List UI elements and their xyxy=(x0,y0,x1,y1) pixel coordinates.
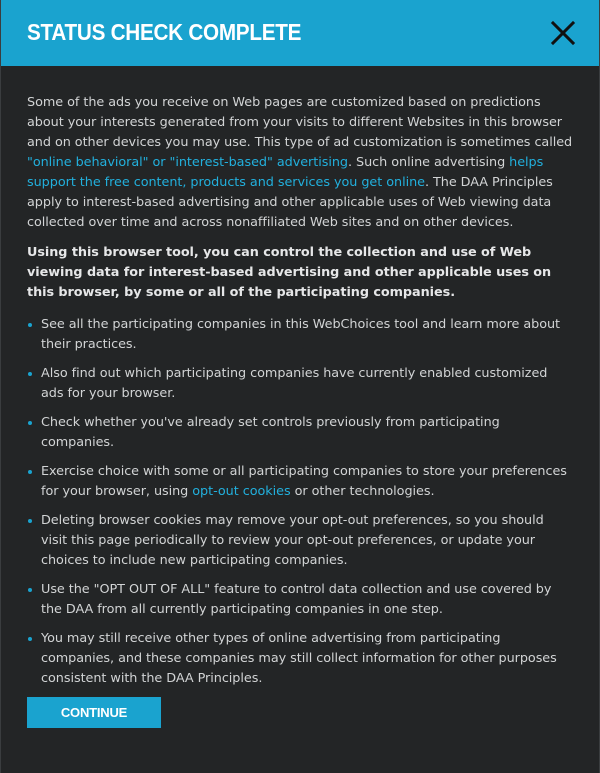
continue-button[interactable]: CONTINUE xyxy=(27,697,161,728)
bullet-dot-icon xyxy=(28,372,32,376)
bullet-dot-icon xyxy=(28,470,32,474)
list-item-text: See all the participating companies in this WebChoices tool and learn more about their practices. xyxy=(41,317,561,352)
dialog-body xyxy=(1,66,599,689)
online-behavioral-advertising-link[interactable]: "online behavioral" or "interest-based" advertising xyxy=(27,155,348,170)
opt-out-cookies-link[interactable]: opt-out cookies xyxy=(192,484,291,499)
list-item xyxy=(27,462,573,502)
bullet-dot-icon xyxy=(28,323,32,327)
feature-list xyxy=(27,315,573,689)
list-item-text-2: or other technologies. xyxy=(290,484,435,499)
list-item-text-1: Exercise choice with some or all participating companies to store your preferences for your browser, using xyxy=(41,464,567,499)
close-button[interactable] xyxy=(549,19,577,47)
list-item-text: Check whether you've already set controls previously from participating companies. xyxy=(41,415,500,450)
intro-paragraph xyxy=(27,93,573,233)
list-item xyxy=(27,511,573,571)
list-item-text: You may still receive other types of online advertising from participating companies, and these companies may still collect information for other purposes consistent with the DAA Principles. xyxy=(41,631,557,686)
dialog-header xyxy=(1,0,599,66)
bullet-dot-icon xyxy=(28,519,32,523)
list-item xyxy=(27,364,573,404)
list-item xyxy=(27,629,573,689)
free-content-link[interactable]: helps support the free content, products and services you get online xyxy=(27,155,544,190)
bullet-dot-icon xyxy=(28,588,32,592)
bullet-dot-icon xyxy=(28,637,32,641)
list-item-text: Also find out which participating companies have currently enabled customized ads for your browser. xyxy=(41,366,548,401)
intro-text-1: Some of the ads you receive on Web pages are customized based on predictions about your interests generated from your visits to different Websites in this browser and on other devices you may use. This type of ad customization is sometimes called xyxy=(27,95,573,150)
list-item-text: Use the "OPT OUT OF ALL" feature to control data collection and use covered by the DAA from all currently participating companies in one step. xyxy=(41,582,552,617)
intro-text-3: . The DAA Principles apply to interest-based advertising and other applicable uses of Web viewing data collected over time and across nonaffiliated Web sites and on other devices. xyxy=(27,175,553,230)
dialog-title: STATUS CHECK COMPLETE xyxy=(27,19,302,45)
list-item xyxy=(27,413,573,453)
list-item-text: Deleting browser cookies may remove your opt-out preferences, so you should visit this page periodically to review your opt-out preferences, or update your choices to include new participating companies. xyxy=(41,513,544,568)
bullet-dot-icon xyxy=(28,421,32,425)
lead-paragraph: Using this browser tool, you can control the collection and use of Web viewing data for interest-based advertising and other applicable uses on this browser, by some or all of the participating companies. xyxy=(27,245,552,300)
list-item xyxy=(27,580,573,620)
close-icon xyxy=(549,19,577,47)
list-item xyxy=(27,315,573,355)
intro-text-2: . Such online advertising xyxy=(348,155,510,170)
